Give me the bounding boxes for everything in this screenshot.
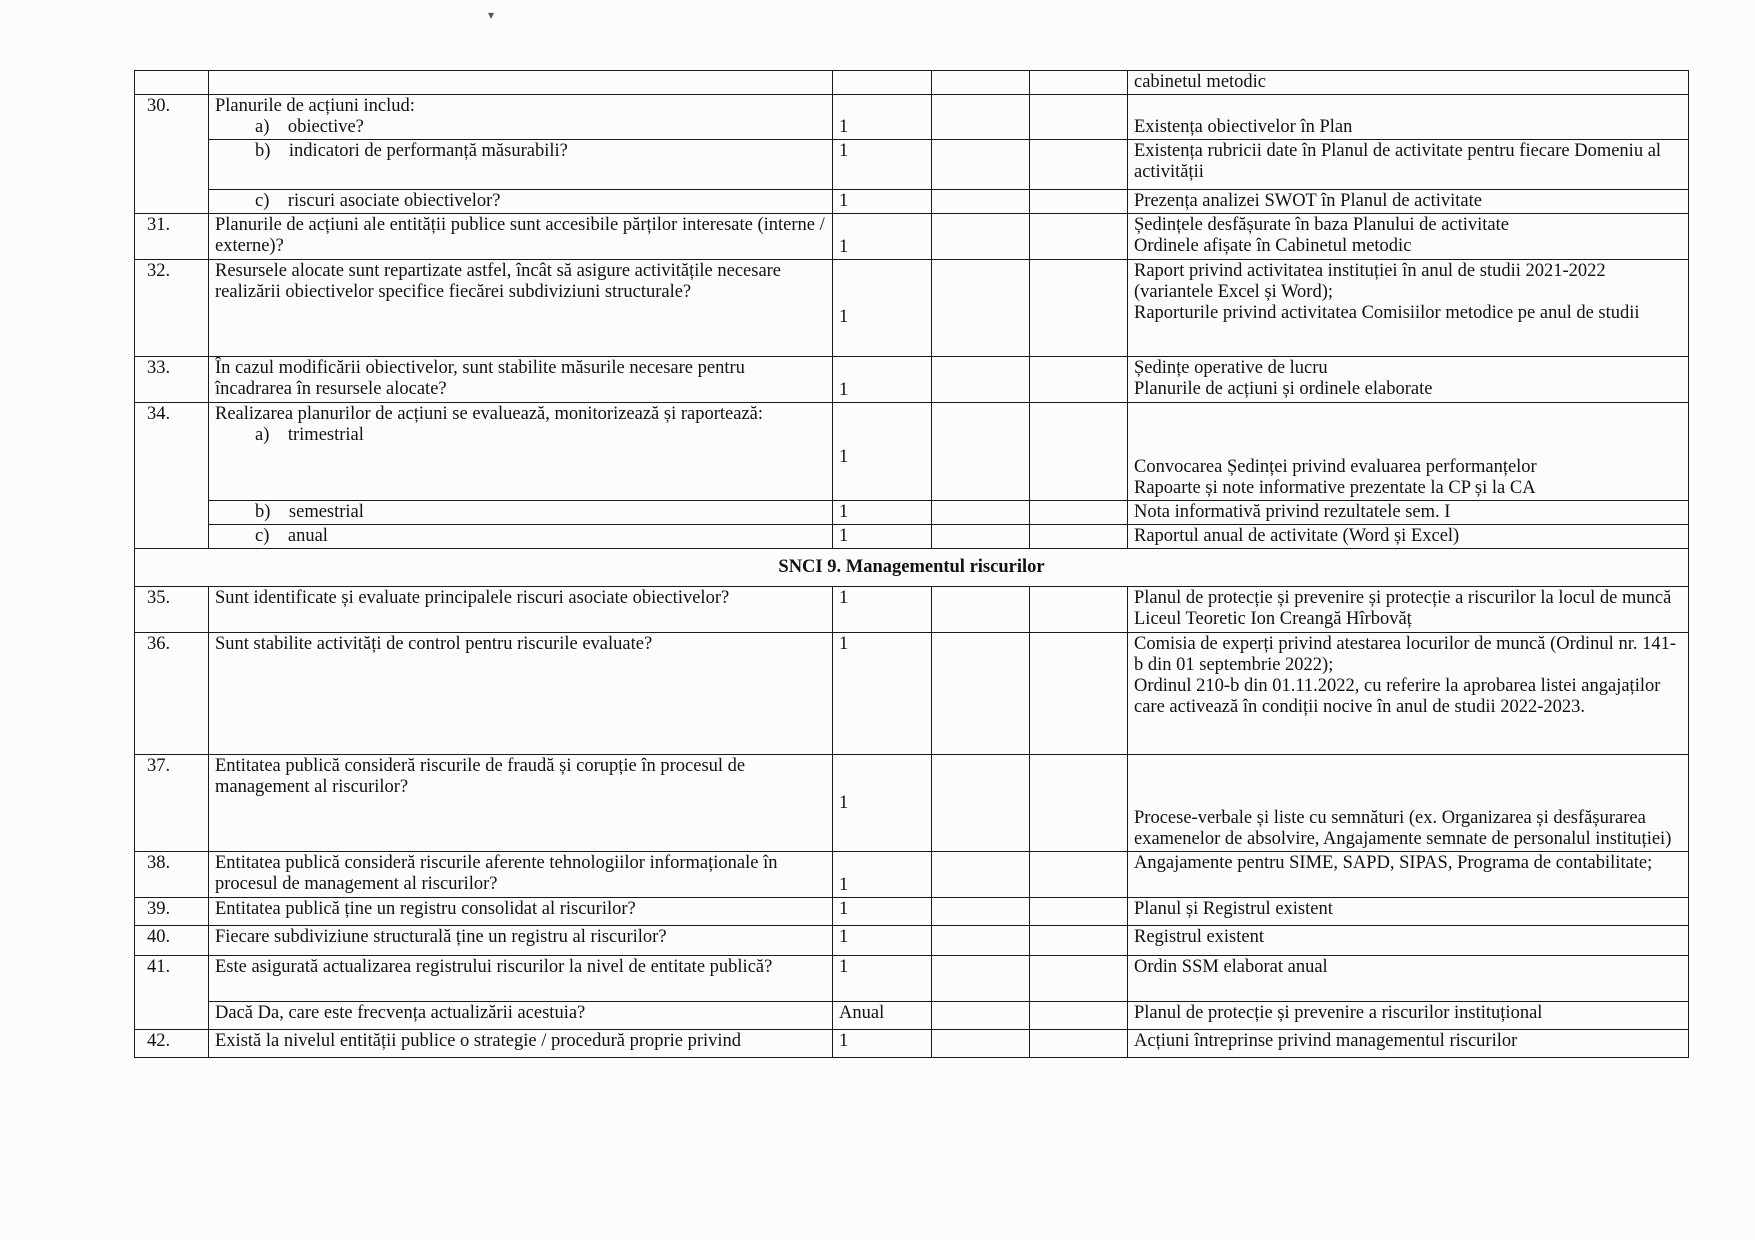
empty-cell	[1030, 403, 1128, 501]
question-subitem: b) semestrial	[255, 502, 364, 522]
evidence-line: Planurile de acțiuni și ordinele elaborate	[1134, 379, 1433, 399]
evidence-cell: Angajamente pentru SIME, SAPD, SIPAS, Programa de contabilitate;	[1128, 852, 1689, 898]
question-cell: În cazul modificării obiectivelor, sunt stabilite măsurile necesare pentru încadrarea în resursele alocate?	[209, 357, 833, 403]
evidence-cell	[1128, 260, 1689, 357]
row-number: 30.	[135, 95, 209, 214]
evidence-line: Raport privind activitatea instituției în anul de studii 2021-2022 (variantele Excel și Word);	[1134, 261, 1606, 302]
score-cell: 1	[833, 898, 932, 926]
question-cell: Planurile de acțiuni ale entității publice sunt accesibile părților interesate (interne / externe)?	[209, 214, 833, 260]
empty-cell	[1030, 95, 1128, 140]
question-cell: Entitatea publică consideră riscurile aferente tehnologiilor informaționale în procesul de management al riscurilor?	[209, 852, 833, 898]
score-cell: Anual	[833, 1002, 932, 1030]
empty-cell	[1030, 926, 1128, 956]
empty-cell	[1030, 260, 1128, 357]
table-row	[135, 1030, 1689, 1058]
question-cell: Entitatea publică consideră riscurile de fraudă și corupție în procesul de management al riscurilor?	[209, 755, 833, 852]
empty-cell	[1030, 190, 1128, 214]
row-number: 42.	[135, 1030, 209, 1058]
empty-cell	[932, 587, 1030, 633]
question-subitem: c) anual	[255, 526, 328, 546]
table-row	[135, 403, 1689, 501]
empty-cell	[1030, 357, 1128, 403]
evidence-cell	[1128, 190, 1689, 214]
table-row	[135, 190, 1689, 214]
score-cell: 1	[833, 260, 932, 357]
evidence-line: Ordinul 210-b din 01.11.2022, cu referire la aprobarea listei angajaților care activează în condiții nocive în anul de studii 2022-2023.	[1134, 676, 1661, 717]
empty-cell	[932, 260, 1030, 357]
evidence-line: Raporturile privind activitatea Comisiilor metodice pe anul de studii	[1134, 303, 1640, 323]
question-cell: Există la nivelul entității publice o strategie / procedură proprie privind	[209, 1030, 833, 1058]
table-row	[135, 140, 1689, 190]
evidence-cell	[1128, 403, 1689, 501]
empty-cell	[1030, 587, 1128, 633]
table-row	[135, 501, 1689, 525]
question-cell: Resursele alocate sunt repartizate astfel, încât să asigure activitățile necesare realizării obiectivelor specifice fiecărei subdiviziuni structurale?	[209, 260, 833, 357]
score-cell: 1	[833, 587, 932, 633]
empty-cell	[1030, 852, 1128, 898]
table-row	[135, 214, 1689, 260]
question-cell	[209, 525, 833, 549]
table-row	[135, 95, 1689, 140]
empty-cell	[932, 95, 1030, 140]
table-row	[135, 633, 1689, 755]
question-cell	[209, 95, 833, 140]
score-cell: 1	[833, 956, 932, 1002]
evidence-cell: Planul de protecție și prevenire și protecție a riscurilor la locul de muncă Liceul Teoretic Ion Creangă Hîrbovăț	[1128, 587, 1689, 633]
empty-cell	[1030, 633, 1128, 755]
question-cell	[209, 190, 833, 214]
question-cell	[209, 501, 833, 525]
evidence-cell: Planul de protecție și prevenire a riscurilor instituțional	[1128, 1002, 1689, 1030]
table-row	[135, 587, 1689, 633]
row-number	[135, 71, 209, 95]
evidence-cell	[1128, 214, 1689, 260]
question-cell: Entitatea publică ține un registru consolidat al riscurilor?	[209, 898, 833, 926]
question-subitem: a) trimestrial	[255, 425, 364, 445]
empty-cell	[932, 71, 1030, 95]
score-cell: 1	[833, 852, 932, 898]
empty-cell	[932, 403, 1030, 501]
section-row	[135, 549, 1689, 587]
empty-cell	[932, 898, 1030, 926]
row-number: 31.	[135, 214, 209, 260]
evidence-line: Prezența analizei SWOT în Planul de activitate	[1134, 191, 1482, 211]
evidence-cell: Registrul existent	[1128, 926, 1689, 956]
evidence-cell	[1128, 95, 1689, 140]
score-cell: 1	[833, 214, 932, 260]
question-cell	[209, 71, 833, 95]
scan-mark: ▾	[488, 8, 495, 22]
score-cell: 1	[833, 403, 932, 501]
empty-cell	[1030, 898, 1128, 926]
evidence-line: cabinetul metodic	[1134, 72, 1267, 92]
empty-cell	[1030, 525, 1128, 549]
table-row	[135, 525, 1689, 549]
evidence-cell: Procese-verbale și liste cu semnături (ex. Organizarea și desfășurarea examenelor de absolvire, Angajamente semnate de personalul instituției)	[1128, 755, 1689, 852]
question-cell: Dacă Da, care este frecvența actualizării acestuia?	[209, 1002, 833, 1030]
empty-cell	[932, 926, 1030, 956]
evidence-line: Raportul anual de activitate (Word și Excel)	[1134, 526, 1460, 546]
empty-cell	[1030, 140, 1128, 190]
table-row	[135, 898, 1689, 926]
evidence-line: Ședințe operative de lucru	[1134, 358, 1328, 378]
question-text: Realizarea planurilor de acțiuni se evaluează, monitorizează și raportează:	[215, 404, 764, 424]
score-cell: 1	[833, 357, 932, 403]
section-heading: SNCI 9. Managementul riscurilor	[135, 549, 1689, 587]
row-number: 39.	[135, 898, 209, 926]
empty-cell	[932, 501, 1030, 525]
evidence-cell	[1128, 633, 1689, 755]
question-cell: Sunt identificate și evaluate principalele riscuri asociate obiectivelor?	[209, 587, 833, 633]
row-number: 41.	[135, 956, 209, 1030]
question-cell: Fiecare subdiviziune structurală ține un registru al riscurilor?	[209, 926, 833, 956]
question-cell: Sunt stabilite activități de control pentru riscurile evaluate?	[209, 633, 833, 755]
empty-cell	[1030, 501, 1128, 525]
score-cell: 1	[833, 501, 932, 525]
evidence-line: Existența rubricii date în Planul de activitate pentru fiecare Domeniu al activității	[1134, 141, 1662, 182]
row-number: 40.	[135, 926, 209, 956]
empty-cell	[1030, 755, 1128, 852]
row-number: 32.	[135, 260, 209, 357]
evidence-line: Existența obiectivelor în Plan	[1134, 117, 1353, 137]
question-cell	[209, 140, 833, 190]
row-number: 36.	[135, 633, 209, 755]
table-row	[135, 260, 1689, 357]
question-subitem: a) obiective?	[255, 117, 364, 137]
evidence-cell	[1128, 501, 1689, 525]
evidence-line: Nota informativă privind rezultatele sem. I	[1134, 502, 1451, 522]
table-row	[135, 1002, 1689, 1030]
evidence-line: Ordinele afișate în Cabinetul metodic	[1134, 236, 1412, 256]
empty-cell	[1030, 956, 1128, 1002]
score-cell: 1	[833, 755, 932, 852]
table-row	[135, 926, 1689, 956]
score-cell: 1	[833, 926, 932, 956]
question-cell	[209, 403, 833, 501]
table-row	[135, 956, 1689, 1002]
empty-cell	[932, 525, 1030, 549]
empty-cell	[1030, 1030, 1128, 1058]
score-cell: 1	[833, 1030, 932, 1058]
evidence-line: Rapoarte și note informative prezentate la CP și la CA	[1134, 478, 1536, 498]
row-number: 34.	[135, 403, 209, 549]
evidence-cell	[1128, 525, 1689, 549]
evidence-line: Convocarea Ședinței privind evaluarea performanțelor	[1134, 457, 1537, 477]
empty-cell	[932, 357, 1030, 403]
empty-cell	[932, 956, 1030, 1002]
table-row	[135, 755, 1689, 852]
score-cell: 1	[833, 633, 932, 755]
empty-cell	[1030, 71, 1128, 95]
evidence-line: Comisia de experți privind atestarea locurilor de muncă (Ordinul nr. 141-b din 01 septembrie 2022);	[1134, 634, 1676, 675]
evidence-cell: Acțiuni întreprinse privind managementul riscurilor	[1128, 1030, 1689, 1058]
evidence-cell: Ordin SSM elaborat anual	[1128, 956, 1689, 1002]
empty-cell	[1030, 1002, 1128, 1030]
empty-cell	[932, 852, 1030, 898]
evidence-line: Ședințele desfășurate în baza Planului de activitate	[1134, 215, 1509, 235]
question-text: Planurile de acțiuni includ:	[215, 96, 415, 116]
empty-cell	[932, 214, 1030, 260]
evidence-cell	[1128, 140, 1689, 190]
row-number: 35.	[135, 587, 209, 633]
empty-cell	[932, 1030, 1030, 1058]
score-cell: 1	[833, 95, 932, 140]
table-row	[135, 71, 1689, 95]
question-cell: Este asigurată actualizarea registrului riscurilor la nivel de entitate publică?	[209, 956, 833, 1002]
score-cell	[833, 71, 932, 95]
question-subitem: b) indicatori de performanță măsurabili?	[255, 141, 568, 161]
evidence-cell	[1128, 357, 1689, 403]
score-cell: 1	[833, 525, 932, 549]
empty-cell	[932, 140, 1030, 190]
empty-cell	[932, 755, 1030, 852]
evidence-cell	[1128, 71, 1689, 95]
table-row	[135, 852, 1689, 898]
empty-cell	[932, 633, 1030, 755]
score-cell: 1	[833, 140, 932, 190]
table-row	[135, 357, 1689, 403]
evaluation-table	[134, 70, 1689, 1058]
row-number: 37.	[135, 755, 209, 852]
evidence-cell: Planul și Registrul existent	[1128, 898, 1689, 926]
row-number: 38.	[135, 852, 209, 898]
row-number: 33.	[135, 357, 209, 403]
empty-cell	[932, 190, 1030, 214]
score-cell: 1	[833, 190, 932, 214]
empty-cell	[1030, 214, 1128, 260]
question-subitem: c) riscuri asociate obiectivelor?	[255, 191, 501, 211]
empty-cell	[932, 1002, 1030, 1030]
